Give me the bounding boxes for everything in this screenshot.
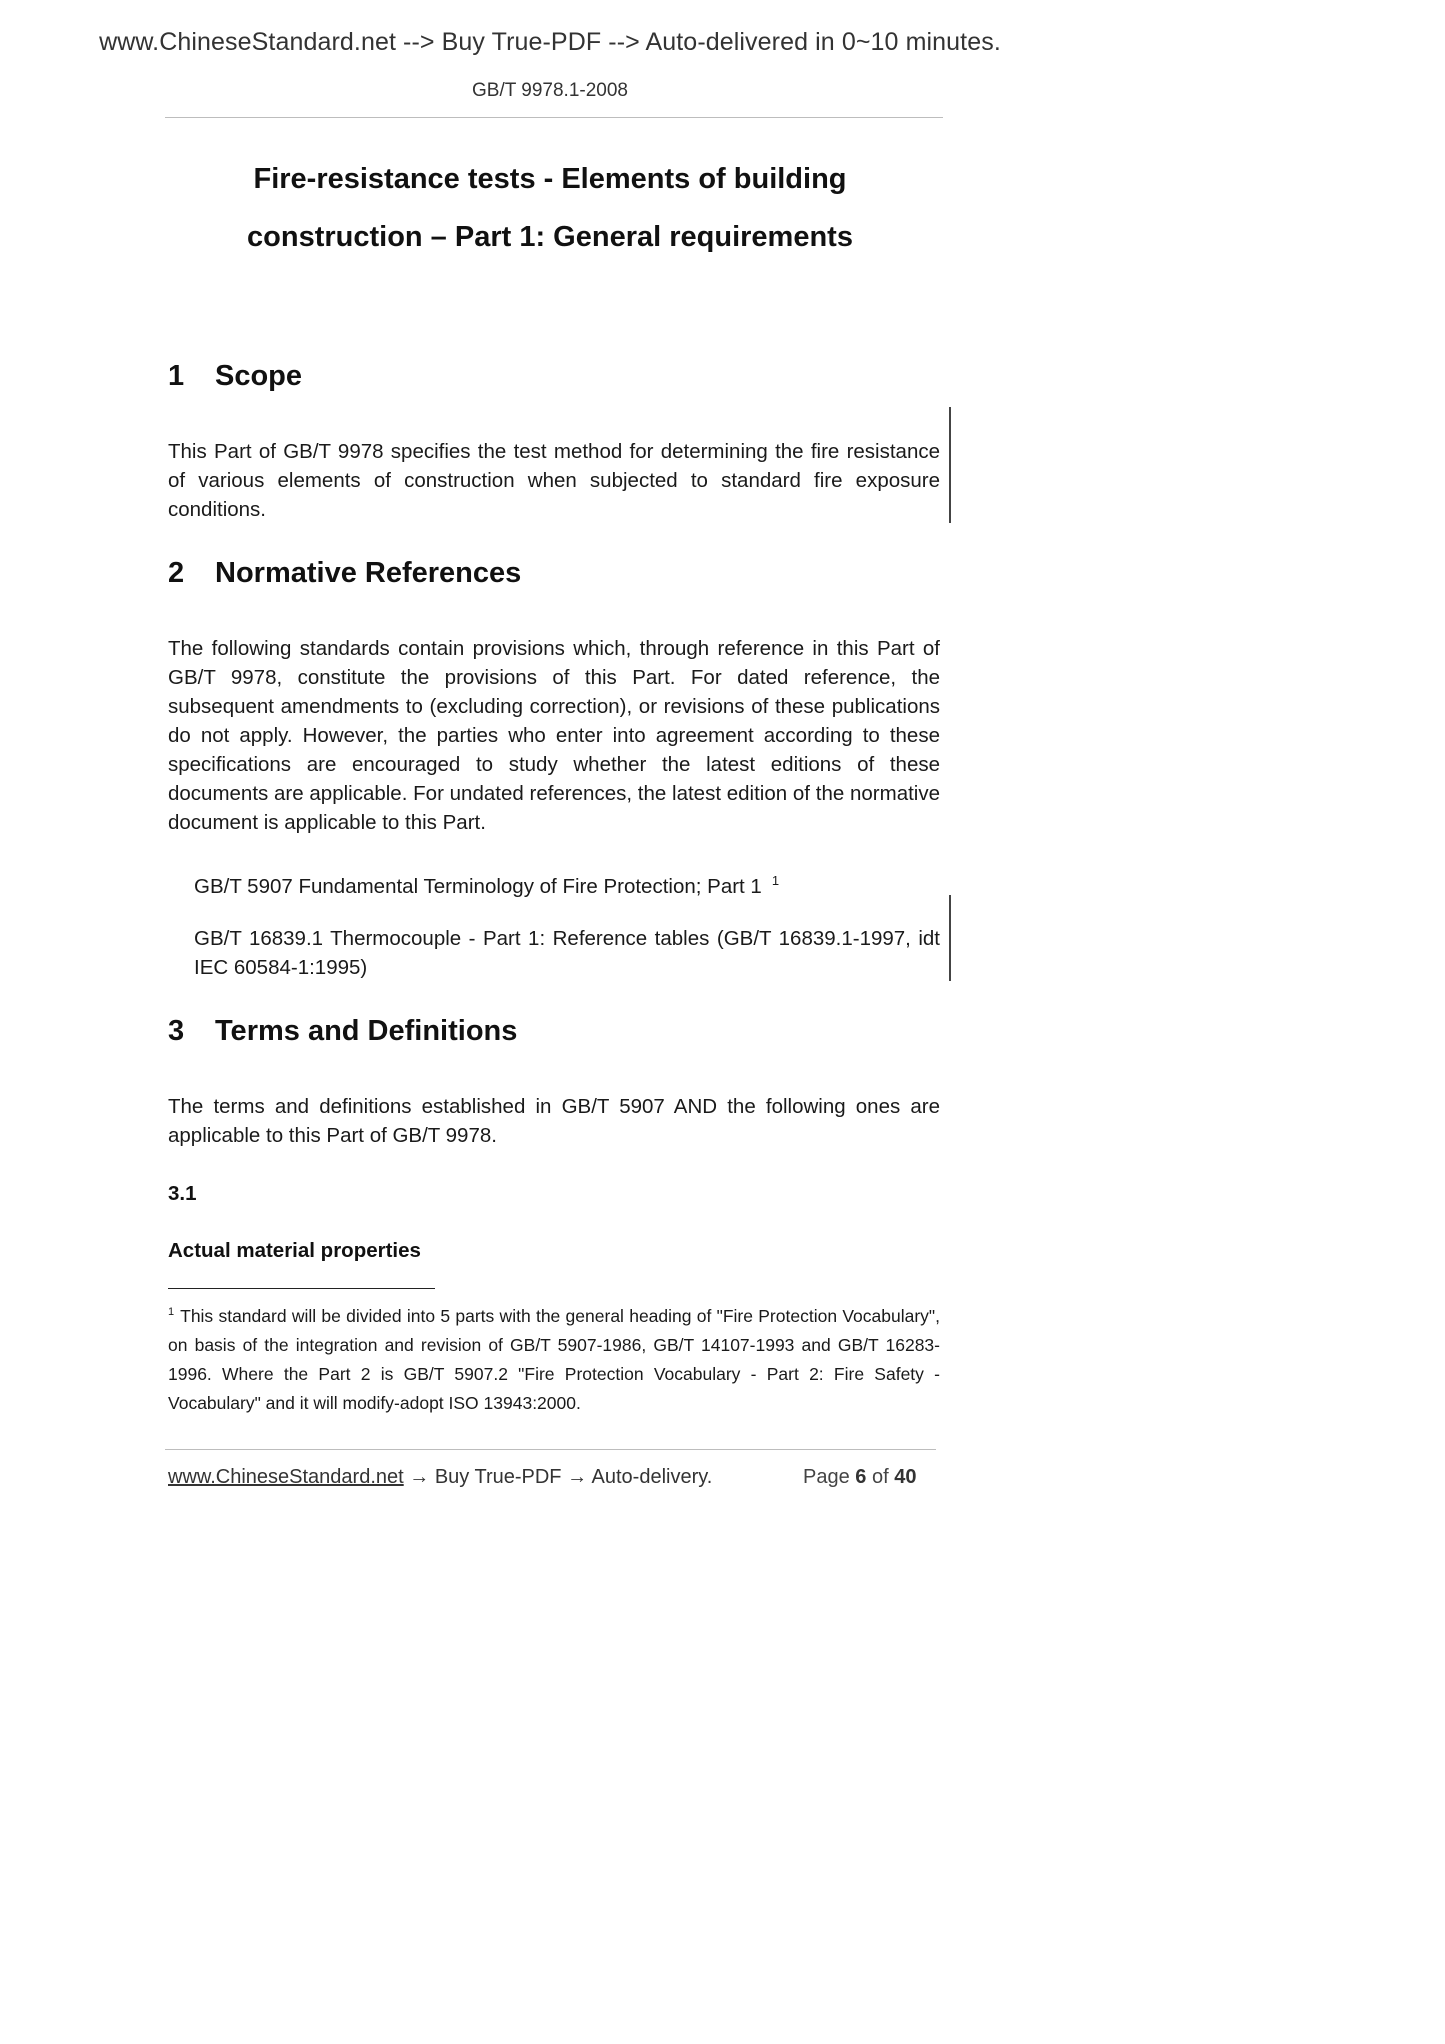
section-number: 2 [168,557,185,589]
document-title-line-1: Fire-resistance tests - Elements of building [253,163,847,195]
section-title: Terms and Definitions [215,1015,518,1047]
site-banner: www.ChineseStandard.net --> Buy True-PDF --> Auto-delivered in 0~10 minutes. [99,28,1001,56]
page-total: 40 [894,1466,917,1488]
footnote-separator [168,1288,435,1289]
reference-item [194,866,940,901]
revision-bar [949,407,951,523]
section-heading-scope [168,360,302,393]
section-heading-terms-and-definitions [168,1015,517,1048]
footer-divider [165,1449,936,1450]
footer-site-link[interactable]: www.ChineseStandard.net [168,1466,404,1488]
page-current: 6 [855,1466,867,1488]
document-title-line-2: construction – Part 1: General requirements [247,221,853,253]
page-label: Page [803,1466,850,1488]
page-indicator [803,1466,916,1489]
page-of-label: of [871,1466,889,1488]
revision-bar [949,895,951,981]
standard-code: GB/T 9978.1-2008 [472,80,628,101]
footnote-reference: 1 [771,873,780,888]
footnote-text: This standard will be divided into 5 parts with the general heading of "Fire Protection Vocabulary", on basis of the integration and revision of GB/T 5907-1986, GB/T 14107-1993 and GB/T 16283-1996. Where the Part 2 is GB/T 5907.2 "Fire Protection Vocabulary - Part 2: Fire Safety - Vocabulary" and it will modify-adopt ISO 13943:2000. [168,1305,940,1413]
section-number: 1 [168,360,185,392]
section-number: 3 [168,1015,185,1047]
section-title: Scope [215,360,303,392]
section-title: Normative References [215,557,522,589]
scope-paragraph: This Part of GB/T 9978 specifies the test method for determining the fire resistance of various elements of construction when subjected to standard fire exposure conditions. [168,440,940,521]
subsection-title: Actual material properties [168,1239,421,1262]
subsection-number: 3.1 [168,1182,197,1205]
footer-tagline-text: → Buy True-PDF → Auto-delivery. [403,1466,713,1488]
header-divider [165,117,943,118]
section-heading-normative-references [168,557,521,590]
reference-text: GB/T 5907 Fundamental Terminology of Fire Protection; Part 1 [194,874,762,898]
normative-references-paragraph: The following standards contain provisions which, through reference in this Part of GB/T 9978, constitute the provisions of this Part. For dated reference, the subsequent amendments to (excluding correction), or revisions of these publications do not apply. However, the parties who enter into agreement according to these specifications are encouraged to study whether the latest editions of these documents are applicable. For undated references, the latest edition of the normative document is applicable to this Part. [168,637,940,834]
footnote [168,1298,940,1418]
footnote-mark: 1 [168,1306,175,1318]
reference-item: GB/T 16839.1 Thermocouple - Part 1: Reference tables (GB/T 16839.1-1997, idt IEC 60584-1:1995) [194,927,940,979]
terms-paragraph: The terms and definitions established in GB/T 5907 AND the following ones are applicable to this Part of GB/T 9978. [168,1095,940,1147]
footer-tagline [168,1466,712,1489]
